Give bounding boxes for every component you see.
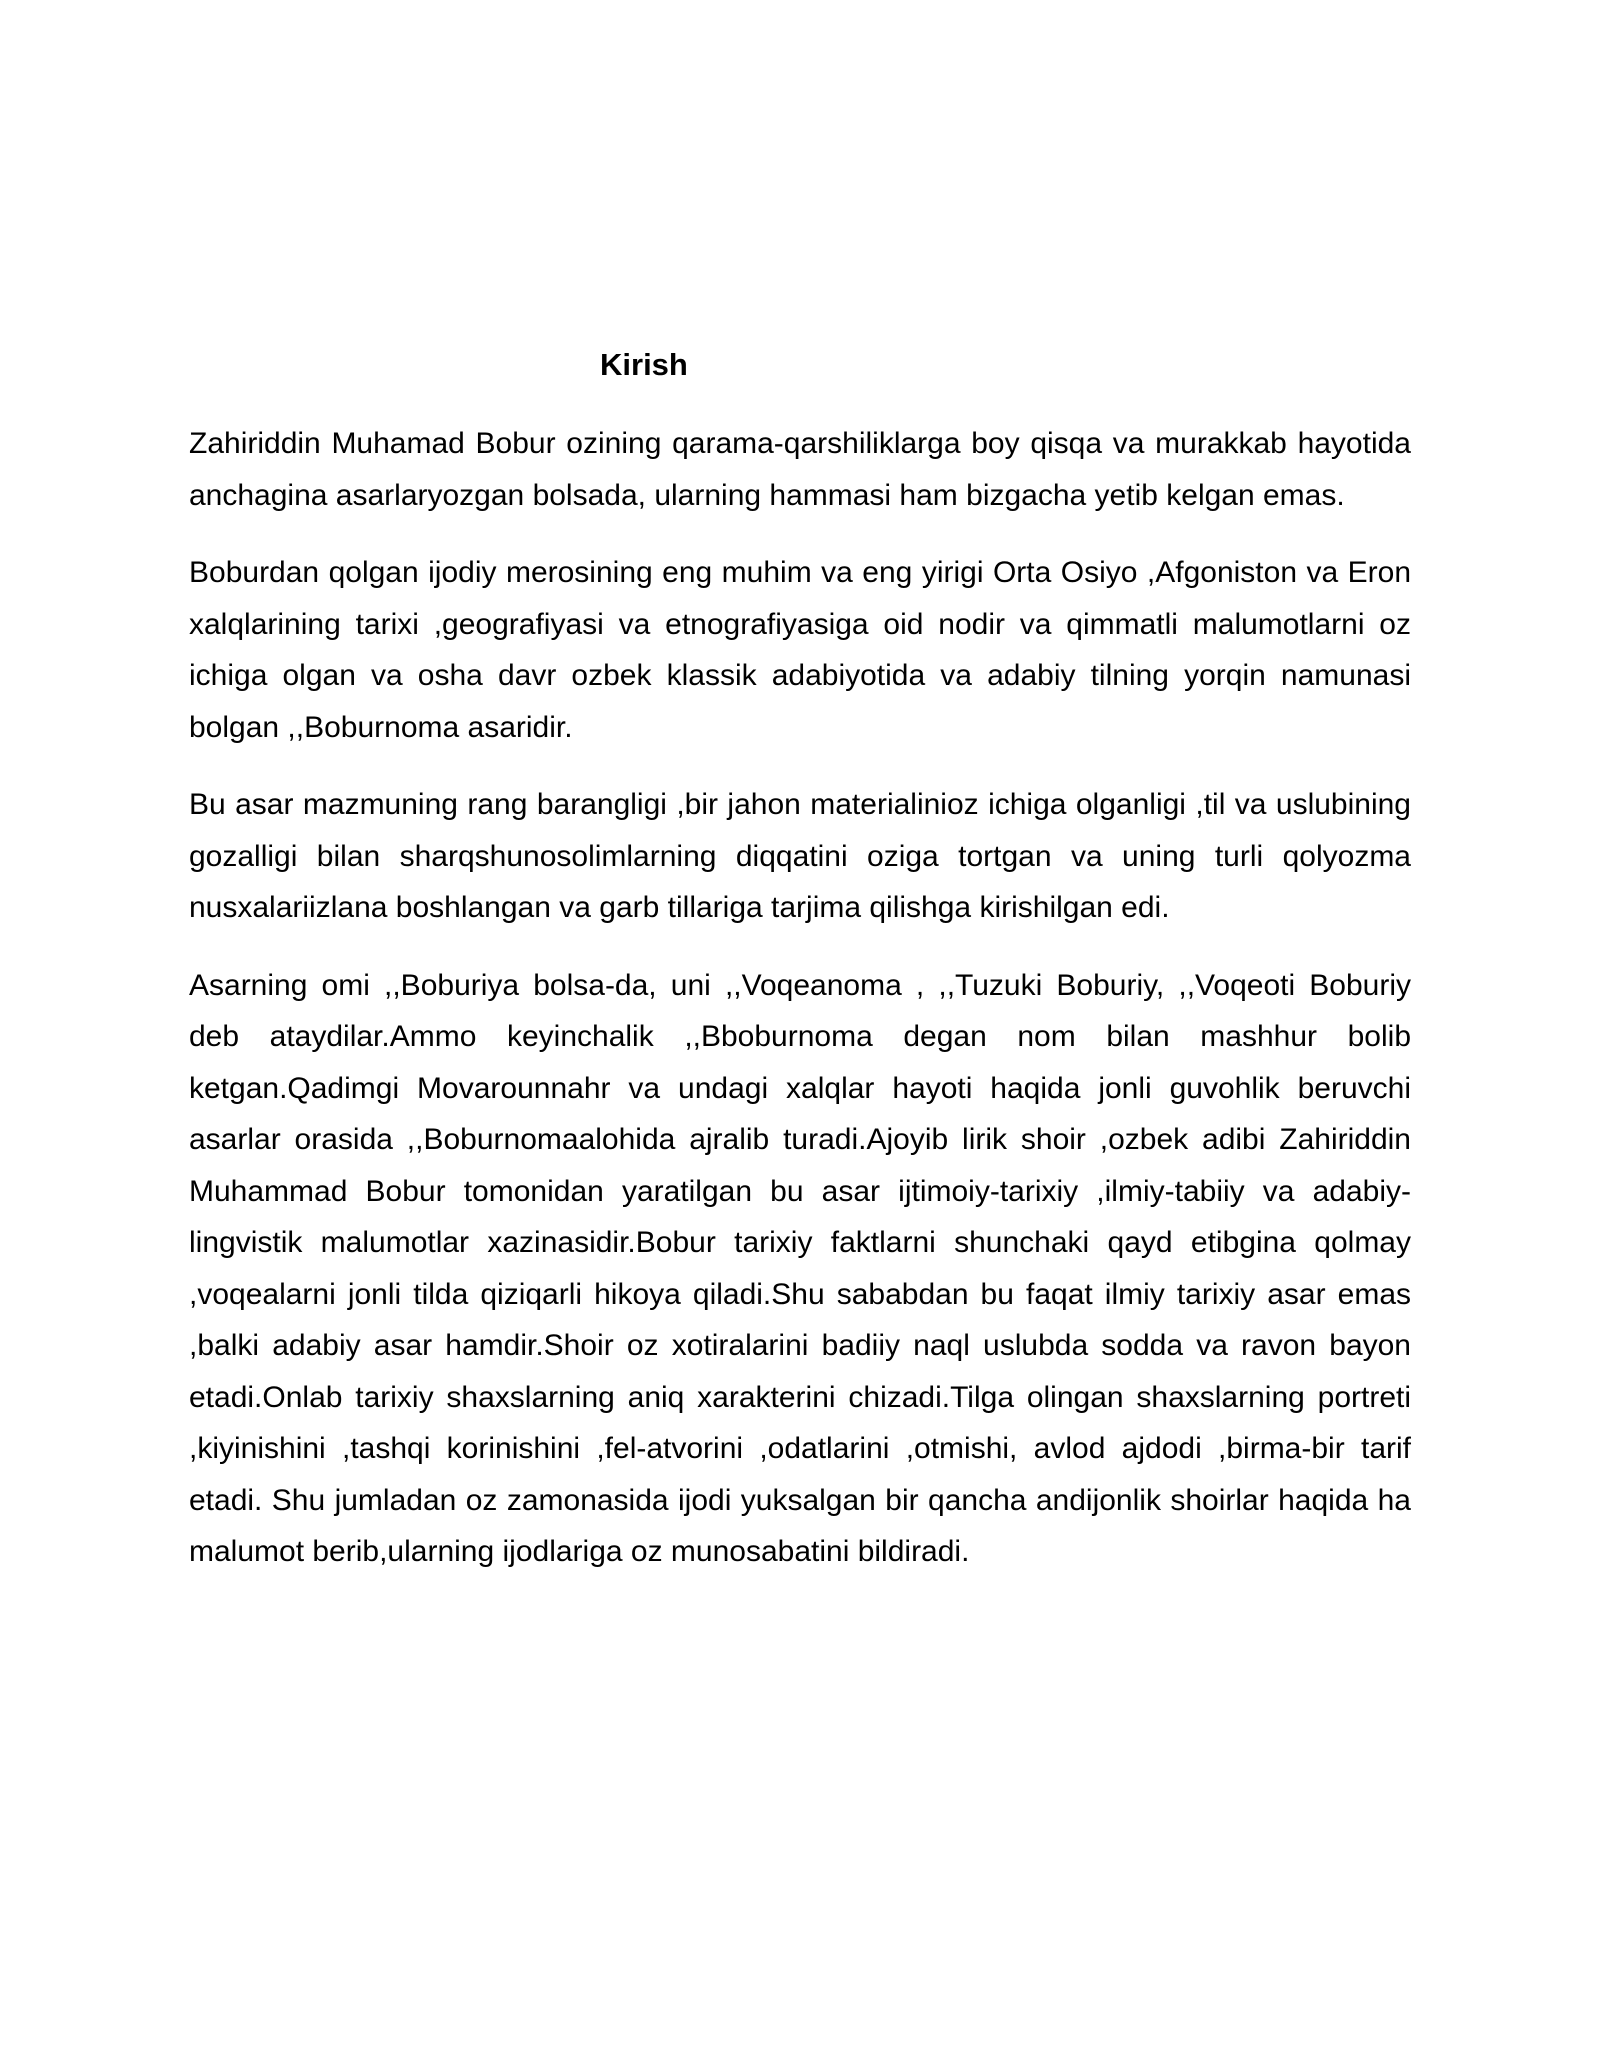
paragraph-1: Zahiriddin Muhamad Bobur ozining qarama-qarshiliklarga boy qisqa va murakkab hayotida anchagina asarlaryozgan bolsada, ularning hammasi ham bizgacha yetib kelgan emas. [189,427,1411,512]
document-body [189,418,1411,1604]
paragraph-3: Bu asar mazmuning rang barangligi ,bir jahon materialinioz ichiga olganligi ,til va uslubining gozalligi bilan sharqshunosolimlarning diqqatini oziga tortgan va uning turli qolyozma nusxalariizlana boshlangan va garb tillariga tarjima qilishga kirishilgan edi. [189,788,1411,924]
paragraph-2: Boburdan qolgan ijodiy merosining eng muhim va eng yirigi Orta Osiyo ,Afgoniston va Eron xalqlarining tarixi ,geografiyasi va etnografiyasiga oid nodir va qimmatli malumotlarni oz ichiga olgan va osha davr ozbek klassik adabiyotida va adabiy tilning yorqin namunasi bolgan ,,Boburnoma asaridir. [189,556,1411,744]
page-title: Kirish [600,347,688,382]
paragraph-4: Asarning omi ,,Boburiya bolsa-da, uni ,,Voqeanoma , ,,Tuzuki Boburiy, ,,Voqeoti Boburiy deb ataydilar.Ammo keyinchalik ,,Bboburnoma degan nom bilan mashhur bolib ketgan.Qadimgi Movarounnahr va undagi xalqlar hayoti haqida jonli guvohlik beruvchi asarlar orasida ,,Boburnomaalohida ajralib turadi.Ajoyib lirik shoir ,ozbek adibi Zahiriddin Muhammad Bobur tomonidan yaratilgan bu asar ijtimoiy-tarixiy ,ilmiy-tabiiy va adabiy-lingvistik malumotlar xazinasidir.Bobur tarixiy faktlarni shunchaki qayd etibgina qolmay ,voqealarni jonli tilda qiziqarli hikoya qiladi.Shu sababdan bu faqat ilmiy tarixiy asar emas ,balki adabiy asar hamdir.Shoir oz xotiralarini badiiy naql uslubda sodda va ravon bayon etadi.Onlab tarixiy shaxslarning aniq xarakterini chizadi.Tilga olingan shaxslarning portreti ,kiyinishini ,tashqi korinishini ,fel-atvorini ,odatlarini ,otmishi, avlod ajdodi ,birma-bir tarif etadi. Shu jumladan oz zamonasida ijodi yuksalgan bir qancha andijonlik shoirlar haqida ha malumot berib,ularning ijodlariga oz munosabatini bildiradi. [189,968,1411,1568]
